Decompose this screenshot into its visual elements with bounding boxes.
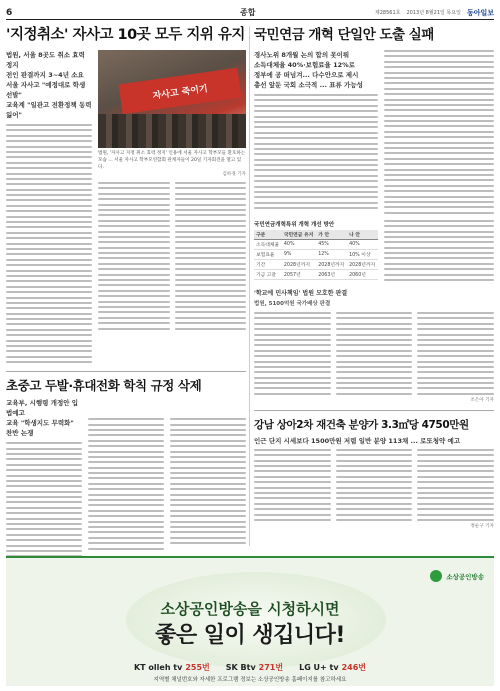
article-body [175, 182, 247, 330]
article-body [384, 50, 494, 214]
table-cell: 기간 [254, 259, 282, 269]
article-byline: 정순구 기자 [470, 523, 494, 529]
channel-name: KT olleh tv [133, 663, 183, 672]
article-body [384, 220, 494, 281]
article-body [417, 449, 494, 521]
page-header [6, 6, 494, 20]
ad-line2: 좋은 일이 생깁니다! [155, 623, 345, 648]
photo-crowd [98, 114, 246, 148]
channel-name: SK Btv [225, 663, 256, 672]
table-cell: 2060년 [347, 269, 378, 279]
article-subhead: 교육 "학생지도 무력화" 찬반 논쟁 [6, 419, 74, 438]
article-gangnam [254, 417, 494, 530]
channel-number: 255번 [185, 663, 210, 672]
ad-footer: 지역별 채널번호와 자세한 프로그램 정보는 소상공인방송 홈페이지를 참고하세요 [153, 677, 347, 683]
article-subhead: 경사노위 8개월 논의 합의 못이뤄 [254, 51, 350, 59]
article-divider [254, 410, 494, 411]
table-row [254, 269, 378, 279]
side-note-title[interactable]: '학교에 민사책임' 법원 모호한 판결 [254, 290, 348, 298]
left-column [6, 26, 246, 583]
article-pension [254, 26, 494, 404]
article-body [254, 312, 331, 395]
article-subhead: 소득대체율 40%·보험료율 12%로 [254, 61, 355, 69]
article-body [88, 398, 164, 573]
table-header: 국민연금 유지 [282, 230, 316, 240]
table-row [254, 239, 378, 249]
table-cell: 2028년까지 [347, 259, 378, 269]
ad-brand: 소상공인방송 [446, 572, 484, 581]
article-divider [6, 371, 246, 372]
channel-number: 246번 [341, 663, 367, 672]
ad-line1: 소상공인방송을 시청하시면 [160, 600, 340, 618]
article-subhead: 정부에 공 떠넘겨... 다수안으로 제시 [254, 71, 359, 79]
column-divider [249, 26, 250, 546]
article-body [417, 312, 494, 395]
article-subhead: 인근 단지 시세보다 1500만원 저렴 일반 분양 113채 ... 로또청약 예고 [254, 436, 461, 445]
article-subhead: 총선 앞둔 국회 소극적 ... 표류 가능성 [254, 81, 363, 89]
article-body [98, 182, 170, 330]
side-note-sub: 법원, 5100억원 국가배상 판결 [254, 301, 331, 308]
article-headline[interactable]: 강남 상아2차 재건축 분양가 3.3㎡당 4750만원 [254, 418, 469, 431]
table-cell: 2028년까지 [316, 259, 347, 269]
table-cell: 40% [282, 239, 316, 249]
article-subhead: 서울 자사고 "예정대로 학생 선발" [6, 81, 86, 99]
table-cell: 2028년까지 [282, 259, 316, 269]
pension-table [254, 230, 378, 280]
channel-kt [134, 662, 210, 673]
article-photo[interactable] [98, 50, 246, 148]
section-label: 종합 [240, 8, 256, 17]
table-header: 나 안 [347, 230, 378, 240]
channel-sk [226, 662, 283, 673]
article-body [336, 449, 413, 521]
table-row [254, 249, 378, 259]
photo-banner-text: 자사고 죽이기 [118, 68, 241, 114]
right-column [254, 26, 494, 530]
article-body [254, 94, 378, 209]
issue-number: 제28561호 [374, 10, 401, 16]
photo-byline: 김하경 기자 [222, 172, 246, 177]
channel-number: 271번 [258, 663, 284, 672]
broadcast-logo-icon [430, 570, 442, 582]
article-school-rules [6, 378, 246, 582]
table-cell: 소득대체율 [254, 239, 282, 249]
article-subhead: 법원, 서울 8곳도 취소 효력 정지 [6, 51, 85, 69]
article-subhead: 교육계 "일관고 전환정책 동력 잃어" [6, 101, 92, 119]
page-number: 6 [6, 7, 13, 18]
ad-channels [6, 662, 494, 673]
article-body [6, 442, 82, 573]
channel-lg [299, 662, 366, 673]
table-cell: 2057년 [282, 269, 316, 279]
article-byline: 조은아 기자 [470, 397, 494, 403]
table-header: 구분 [254, 230, 282, 240]
article-body [6, 124, 92, 363]
article-body [336, 312, 413, 395]
ad-logo [430, 570, 484, 582]
masthead [375, 8, 494, 18]
table-cell: 40% [347, 239, 378, 249]
channel-name: LG U+ tv [299, 663, 339, 672]
article-headline[interactable]: 국민연금 개혁 단일안 도출 실패 [254, 27, 434, 43]
table-cell: 9% [282, 249, 316, 259]
advertisement[interactable] [6, 556, 494, 686]
issue-date: 2013년 8월21일 목요일 [406, 10, 461, 16]
table-cell: 보험료율 [254, 249, 282, 259]
article-jasago [6, 26, 246, 363]
table-title: 국민연금개혁특위 개혁 개선 방안 [254, 221, 335, 228]
article-headline[interactable]: '지정취소' 자사고 10곳 모두 지위 유지 [6, 27, 245, 43]
article-body [254, 449, 331, 521]
table-cell: 10% 이상 [347, 249, 378, 259]
paper-name: 동아일보 [466, 7, 494, 17]
table-cell: 45% [316, 239, 347, 249]
article-subhead: 전인 판결까지 3~4년 소요 [6, 71, 84, 79]
article-headline[interactable]: 초중고 두발·휴대전화 학칙 규정 삭제 [6, 378, 202, 394]
article-subhead: 교육부, 시행령 개정안 입법예고 [6, 399, 79, 418]
table-cell: 2063년 [316, 269, 347, 279]
table-header: 가 안 [316, 230, 347, 240]
table-cell: 12% [316, 249, 347, 259]
table-cell: 기금 고갈 [254, 269, 282, 279]
photo-caption: 법원, '자사고 지정 취소 효력 정지' 인용에 서울 자사고 학부모들 환호하는 모습 ... 서울 자사고 학부모연합회 관계자들이 20일 기자회견을 열고 있다. [98, 151, 246, 170]
table-row [254, 259, 378, 269]
article-body [170, 398, 246, 573]
